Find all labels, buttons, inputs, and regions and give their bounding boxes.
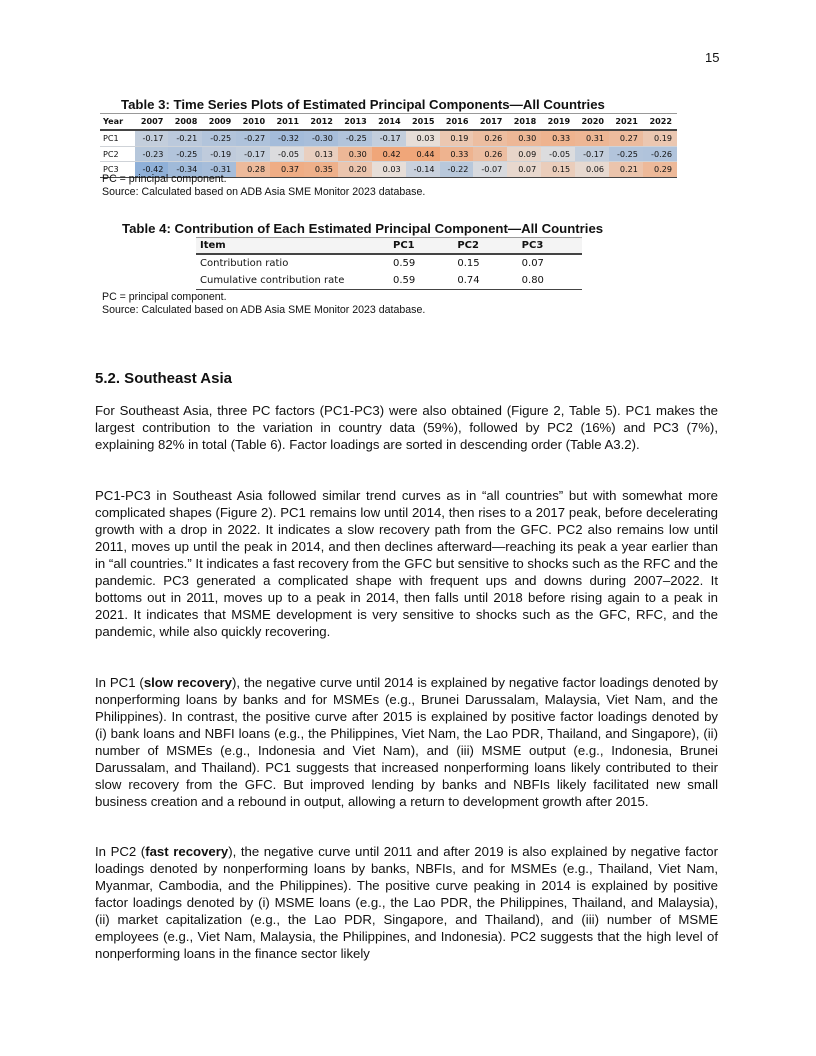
paragraph-2	[95, 487, 718, 640]
table3-year-col: 2007	[135, 114, 169, 131]
heatmap-cell: 0.26	[473, 146, 507, 162]
heatmap-cell: -0.17	[236, 146, 270, 162]
page-number: 15	[705, 50, 720, 65]
table4-source: Source: Calculated based on ADB Asia SME Monitor 2023 database.	[102, 304, 426, 316]
paragraph-text: PC1-PC3 in Southeast Asia followed similar trend curves as in “all countries” but with somewhat more complicated shapes (Figure 2). PC1 remains low until 2014, then rises to a 2017 peak, before decelerating growth with a drop in 2022. It indicates a slow recovery path from the GFC. PC2 also remains low until 2011, moves up until the peak in 2014, and then declines afterward—reaching its peak a year earlier than in “all countries.” It indicates a fast recovery from the GFC but sensitive to shocks such as the RFC and the pandemic. PC3 generated a complicated shape with frequent ups and downs during 2007–2022. It bottoms out in 2011, moves up to a peak in 2014, then falls until 2018 before rising again to a peak in 2021. It indicates that MSME development is very sensitive to shocks such as the GFC, RFC, and the pandemic, while also quickly recovering.	[95, 488, 719, 639]
heatmap-cell: -0.21	[168, 130, 202, 146]
heatmap-cell: 0.30	[338, 146, 372, 162]
heatmap-cell: -0.22	[440, 162, 474, 178]
table3-year-header: Year	[100, 114, 135, 131]
paragraph-bold-term: fast recovery	[145, 844, 229, 859]
table3-note: PC = principal component.	[102, 173, 227, 185]
table3-year-col: 2018	[507, 114, 541, 131]
table4-header-pc1: PC1	[389, 238, 453, 255]
paragraph-4	[95, 843, 718, 962]
heatmap-cell: 0.09	[507, 146, 541, 162]
table3-year-col: 2015	[406, 114, 440, 131]
heatmap-cell: -0.27	[236, 130, 270, 146]
table3-year-col: 2022	[643, 114, 677, 131]
table-row	[196, 272, 582, 290]
table4-header-row	[196, 238, 582, 255]
cell: 0.59	[389, 272, 453, 290]
heatmap-cell: 0.19	[440, 130, 474, 146]
table4-header-pc3: PC3	[518, 238, 582, 255]
table3-caption: Table 3: Time Series Plots of Estimated Principal Components—All Countries	[121, 97, 605, 112]
paragraph-text: ), the negative curve until 2014 is explained by negative factor loadings denoted by nonperforming loans by banks and for MSMEs (e.g., Brunei Darussalam, Malaysia, Viet Nam, and the Philippines). In contrast, the positive curve after 2015 is explained by positive factor loadings denoted by (i) bank loans and NBFI loans (e.g., the Philippines, Viet Nam, the Lao PDR, Thailand, and Singapore), (ii) number of MSMEs (e.g., Indonesia and Viet Nam), and (iii) MSME output (e.g., Indonesia, Brunei Darussalam, and Thailand). PC1 suggests that increased nonperforming loans likely contributed to their slow recovery from the GFC. But improved lending by banks and NBFIs likely facilitated new small business creation and a rebound in output, allowing a return to development growth after 2015.	[95, 675, 718, 809]
cell: 0.74	[453, 272, 517, 290]
cell: 0.07	[521, 258, 544, 269]
row-label: PC3	[100, 162, 135, 178]
paragraph-prefix: In PC2 (	[95, 844, 146, 859]
heatmap-cell: -0.17	[135, 130, 169, 146]
table4-header-pc2: PC2	[453, 238, 517, 255]
cell: 0.15	[457, 258, 480, 269]
row-label: Cumulative contribution rate	[196, 272, 389, 290]
heatmap-cell: 0.15	[541, 162, 575, 178]
heatmap-cell: -0.05	[541, 146, 575, 162]
table3-year-col: 2020	[575, 114, 609, 131]
heatmap-cell: 0.19	[643, 130, 677, 146]
heatmap-cell: -0.42	[135, 162, 169, 178]
heatmap-cell: -0.25	[338, 130, 372, 146]
paragraph-1	[95, 402, 718, 453]
table3-year-col: 2014	[372, 114, 406, 131]
table3-year-col: 2021	[609, 114, 643, 131]
heatmap-cell: -0.25	[202, 130, 236, 146]
table3-year-col: 2008	[168, 114, 202, 131]
cell: 0.80	[518, 272, 582, 290]
heatmap-cell: 0.03	[372, 162, 406, 178]
heatmap-cell: -0.17	[575, 146, 609, 162]
heatmap-cell: 0.21	[609, 162, 643, 178]
table3-year-col: 2010	[236, 114, 270, 131]
heatmap-cell: -0.23	[135, 146, 169, 162]
heatmap-cell: -0.25	[609, 146, 643, 162]
paragraph-text: ), the negative curve until 2011 and after 2019 is also explained by negative factor loadings denoted by nonperforming loans by banks, NBFIs, and for MSMEs (e.g., Thailand, Viet Nam, Myanmar, Cambodia, and the Philippines). The positive curve peaking in 2014 is explained by positive factor loadings denoted by (i) MSME loans (e.g., the Lao PDR, the Philippines, Thailand, and Malaysia), (ii) market capitalization (e.g., the Lao PDR, Singapore, and Thailand), and (iii) number of MSME employees (e.g., Viet Nam, Malaysia, the Philippines, and Indonesia). PC2 suggests that the high level of nonperforming loans in the finance sector likely	[95, 844, 719, 961]
heatmap-cell: -0.32	[270, 130, 304, 146]
cell: 0.59	[393, 258, 416, 269]
table4-caption: Table 4: Contribution of Each Estimated Principal Component—All Countries	[122, 221, 604, 236]
table-row	[196, 254, 582, 272]
table3-year-col: 2012	[304, 114, 338, 131]
table3-year-col: 2017	[473, 114, 507, 131]
heatmap-cell: 0.44	[406, 146, 440, 162]
heatmap-cell: -0.25	[168, 146, 202, 162]
paragraph-bold-term: slow recovery	[143, 675, 232, 690]
heatmap-cell: 0.42	[372, 146, 406, 162]
heatmap-cell: -0.30	[304, 130, 338, 146]
table3-header-row	[100, 114, 677, 131]
row-label: PC2	[100, 146, 135, 162]
heatmap-cell: 0.03	[406, 130, 440, 146]
heatmap-cell: 0.07	[507, 162, 541, 178]
row-label: Contribution ratio	[200, 258, 289, 269]
heatmap-cell: 0.33	[440, 146, 474, 162]
heatmap-cell: -0.26	[643, 146, 677, 162]
heatmap-cell: 0.28	[236, 162, 270, 178]
heatmap-cell: -0.14	[406, 162, 440, 178]
heatmap-cell: -0.31	[202, 162, 236, 178]
heatmap-cell: -0.05	[270, 146, 304, 162]
heatmap-cell: -0.19	[202, 146, 236, 162]
paragraph-prefix: In PC1 (	[95, 675, 144, 690]
section-heading: 5.2. Southeast Asia	[95, 370, 232, 387]
heatmap-cell: 0.33	[541, 130, 575, 146]
paragraph-text: For Southeast Asia, three PC factors (PC1-PC3) were also obtained (Figure 2, Table 5). PC1 makes the largest contribution to the variation in country data (59%), followed by PC2 (16%) and PC3 (7%), explaining 82% in total (Table 6). Factor loadings are sorted in descending order (Table A3.2).	[95, 403, 718, 452]
table3-year-col: 2016	[440, 114, 474, 131]
table3-year-col: 2011	[270, 114, 304, 131]
table3-heatmap	[100, 113, 677, 178]
paragraph-3	[95, 674, 718, 810]
table4-header-item: Item	[196, 238, 389, 255]
table3-year-col: 2013	[338, 114, 372, 131]
table-row	[100, 146, 677, 162]
table-row	[100, 130, 677, 146]
heatmap-cell: 0.20	[338, 162, 372, 178]
heatmap-cell: 0.06	[575, 162, 609, 178]
heatmap-cell: -0.17	[372, 130, 406, 146]
heatmap-cell: 0.29	[643, 162, 677, 178]
heatmap-cell: 0.26	[473, 130, 507, 146]
table4-note: PC = principal component.	[102, 291, 227, 303]
row-label: PC1	[100, 130, 135, 146]
heatmap-cell: 0.37	[270, 162, 304, 178]
heatmap-cell: -0.34	[168, 162, 202, 178]
heatmap-cell: 0.30	[507, 130, 541, 146]
table4-contribution	[196, 237, 582, 290]
table3-year-col: 2019	[541, 114, 575, 131]
heatmap-cell: 0.31	[575, 130, 609, 146]
heatmap-cell: 0.35	[304, 162, 338, 178]
heatmap-cell: -0.07	[473, 162, 507, 178]
table3-year-col: 2009	[202, 114, 236, 131]
heatmap-cell: 0.27	[609, 130, 643, 146]
table3-source: Source: Calculated based on ADB Asia SME Monitor 2023 database.	[102, 186, 426, 198]
heatmap-cell: 0.13	[304, 146, 338, 162]
